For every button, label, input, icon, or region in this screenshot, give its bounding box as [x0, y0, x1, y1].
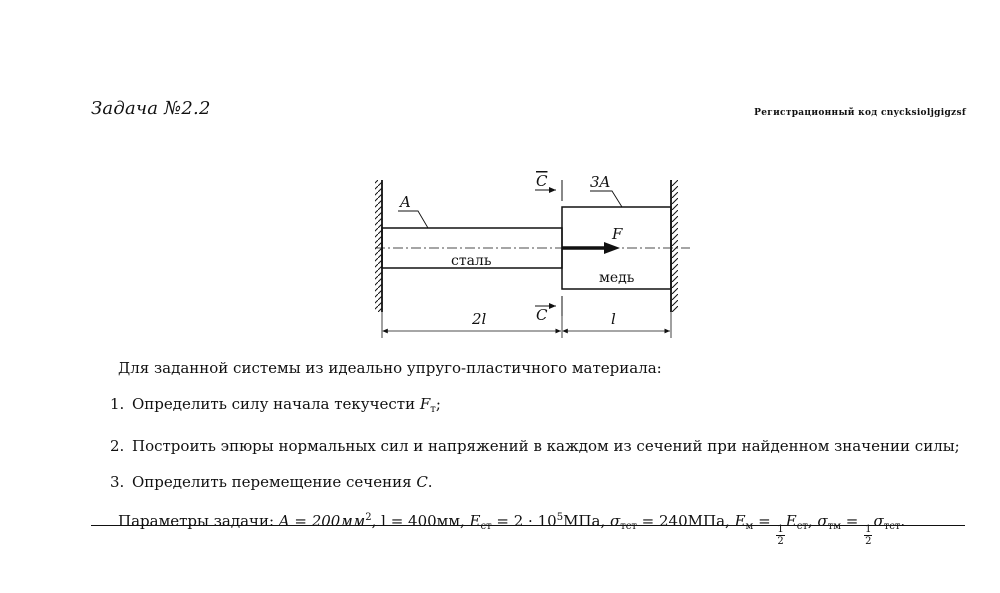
list-item-2: 2. Построить эпюры нормальных сил и напряжений в каждом из сечений при найденном значении силы; [110, 437, 960, 455]
dim-2l: 2l [472, 310, 487, 328]
bottom-rule [91, 525, 965, 526]
dimension-lines [382, 312, 671, 338]
label-F: F [612, 225, 623, 243]
list-item-3: 3. Определить перемещение сечения C. [110, 473, 433, 491]
task-parameters: Параметры задачи: $A = 200мм^2$, l = 400мм, $E_{ст} = 2 \cdot 10^5МПа$, $\sigma_{тст} = 240МПа$, $E_м$ = $\frac{1}{2}$ $E_{ст}$, $\sigma_{тм}$ = $\frac{1}{2}$ $\sigma_{тст}$. [118, 512, 906, 547]
item-number: 1. [110, 395, 125, 413]
label-A: A [400, 193, 411, 211]
right-wall [671, 180, 678, 312]
left-wall [375, 180, 382, 312]
label-c-top: C [536, 172, 548, 190]
label-3A: 3A [590, 173, 611, 191]
label-steel: сталь [451, 253, 492, 269]
fraction-half: $\frac{1}{2}$ [777, 524, 784, 547]
force-arrow [562, 242, 620, 254]
item-number: 2. [110, 437, 125, 455]
label-copper: медь [599, 270, 635, 286]
leader-3A [590, 191, 622, 207]
task-title: Задача №2.2 [91, 98, 211, 119]
problem-text [110, 358, 978, 547]
dim-l: l [611, 310, 616, 328]
list-item-1: 1. Определить силу начала текучести $F_т$; [110, 395, 441, 415]
registration-code: Регистрационный код cnycksioljgigzsf [754, 108, 966, 118]
item-number: 3. [110, 473, 125, 491]
fraction-half: $\frac{1}{2}$ [865, 524, 872, 547]
label-c-bottom: C [536, 306, 548, 324]
leader-A [398, 211, 428, 228]
intro-text: Для заданной системы из идеально упруго-пластичного материала: [118, 359, 662, 377]
